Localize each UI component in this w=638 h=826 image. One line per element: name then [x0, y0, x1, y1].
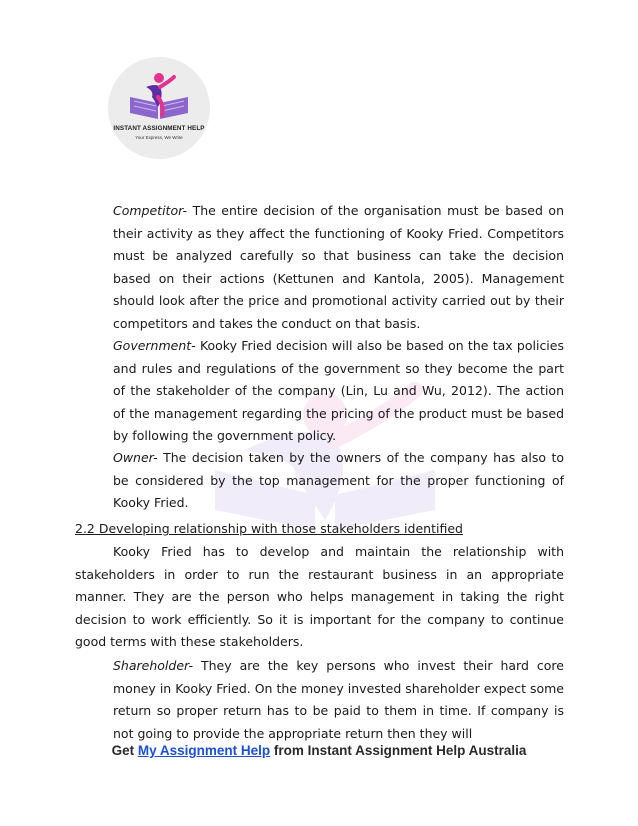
shareholder-paragraph — [113, 655, 564, 745]
competitor-text: The entire decision of the organisation must be based on their activity as they affect the functioning of Kooky Fried. Competitors must be analyzed carefully so that business can take the decision based on their actions (Kettunen and Kantola, 2005). Management should look after the price and promotional activity carried out by their competitors and takes the conduct on that basis. — [113, 203, 564, 331]
footer-suffix: from Instant Assignment Help Australia — [270, 743, 527, 758]
government-text: Kooky Fried decision will also be based on the tax policies and rules and regulations of the government so they become the part of the stakeholder of the company (Lin, Lu and Wu, 2012). The action of the management regarding the pricing of the product must be based by following the government policy. — [113, 338, 564, 443]
competitor-paragraph — [113, 200, 564, 335]
intro-paragraph: Kooky Fried has to develop and maintain the relationship with stakeholders in order to run the restaurant business in an appropriate manner. They are the person who helps management in taking the right decision to work efficiently. So it is important for the company to continue good terms with these stakeholders. — [75, 544, 564, 649]
shareholder-text: They are the key persons who invest their hard core money in Kooky Fried. On the money invested shareholder expect some return so proper return has to be paid to them in time. If company is not going to provide the appropriate return then they will — [113, 658, 564, 741]
brand-logo — [108, 57, 210, 159]
footer-prefix: Get — [111, 743, 138, 758]
page-footer — [0, 743, 638, 758]
footer-link[interactable]: My Assignment Help — [137, 743, 271, 758]
logo-figure-icon — [108, 57, 210, 159]
owner-text: The decision taken by the owners of the company has also to be considered by the top management for the proper functioning of Kooky Fried. — [113, 450, 564, 510]
government-label: Government- — [113, 338, 196, 353]
government-paragraph — [113, 335, 564, 448]
owner-paragraph — [113, 447, 564, 515]
logo-tagline: Your Express, We Write — [135, 135, 183, 140]
logo-brand-text: INSTANT ASSIGNMENT HELP — [113, 125, 205, 132]
competitor-label: Competitor- — [113, 203, 188, 218]
shareholder-label: Shareholder- — [113, 658, 193, 673]
owner-label: Owner- — [113, 450, 158, 465]
section-heading: 2.2 Developing relationship with those stakeholders identified — [75, 521, 463, 536]
